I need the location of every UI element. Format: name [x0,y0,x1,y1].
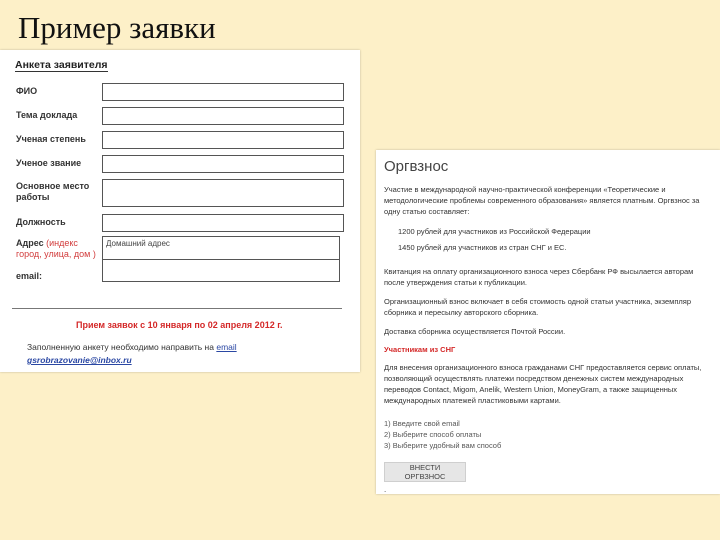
address-input[interactable] [102,236,340,282]
cis-text: Для внесения организационного взноса гражданами СНГ предоставляется сервис оплаты, позволяющий осуществлять платежи посредством денежных систем международных переводов Contact, Migom, Anelik, Western Union, MoneyGram, а также защищенных международных платежей пластиковыми картами. [384,363,702,405]
receipt-note: Квитанция на оплату организационного взноса через Сбербанк РФ высылается авторам после утверждения статьи к публикации. [384,267,694,287]
price-rf: 1200 рублей для участников из Российской Федерации [398,227,591,236]
address-placeholder: Домашний адрес [106,239,170,248]
workplace-label-line1: Основное место [16,181,90,191]
form-heading: Анкета заявителя [15,59,108,71]
price-cis: 1450 рублей для участников из стран СНГ и ЕС. [398,243,567,252]
includes-note: Организационный взнос включает в себя стоимость одной статьи участника, экземпляр сборника и пересылку авторского сборника. [384,297,691,317]
workplace-label [16,181,89,203]
address-hint-2: город, улица, дом ) [16,249,96,259]
send-note-email-link[interactable]: email [216,342,237,352]
application-form-panel [0,50,360,372]
fee-title: Оргвзнос [384,158,449,175]
payment-steps [384,418,501,451]
delivery-note: Доставка сборника осуществляется Почтой России. [384,327,566,336]
position-label: Должность [16,217,66,227]
address-label-text: Адрес [16,238,44,248]
email-label: email: [16,271,43,281]
step-item: 2) Выберите способ оплаты [384,430,482,439]
degree-input[interactable] [102,131,344,149]
slide-title: Пример заявки [18,10,216,45]
send-note [27,342,327,353]
organizer-email-link[interactable]: gsrobrazovanie@inbox.ru [27,355,132,365]
workplace-label-line2: работы [16,192,50,202]
workplace-input[interactable] [102,179,344,207]
title-input[interactable] [102,155,344,173]
report-topic-label: Тема доклада [16,110,78,120]
address-label [16,238,96,260]
degree-label: Ученая степень [16,134,86,144]
report-topic-input[interactable] [102,107,344,125]
fio-input[interactable] [102,83,344,101]
address-divider [103,259,339,260]
step-item: 1) Введите свой email [384,419,460,428]
cis-heading: Участникам из СНГ [384,345,456,354]
position-input[interactable] [102,214,344,232]
form-separator [12,308,342,309]
deadline-text: Прием заявок с 10 января по 02 апреля 2012 г. [76,320,283,330]
step-item: 3) Выберите удобный вам способ [384,441,502,450]
pay-fee-button[interactable]: ВНЕСТИ ОРГВЗНОС [384,462,466,482]
fee-panel [376,150,720,494]
send-note-text: Заполненную анкету необходимо направить на [27,342,214,352]
title-label: Ученое звание [16,158,82,168]
fee-intro: Участие в международной научно-практической конференции «Теоретические и методологические проблемы современного образования» является платным. Оргвзнос за одну статью составляет: [384,185,700,216]
end-mark: . [384,485,387,494]
address-hint-1: (индекс [46,238,78,248]
fio-label: ФИО [16,86,38,96]
